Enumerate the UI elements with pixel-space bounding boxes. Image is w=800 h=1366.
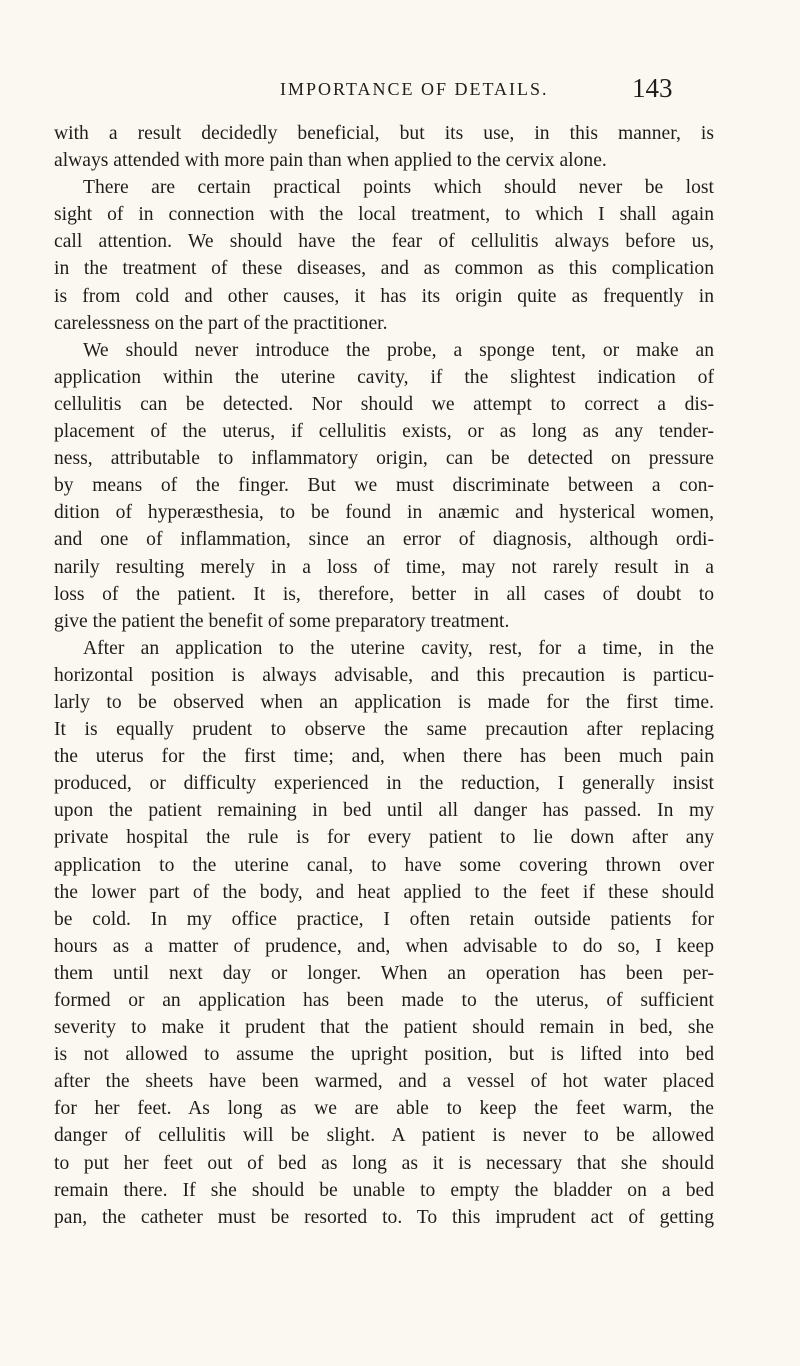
text-line: with a result decidedly beneficial, but its use, in this manner, is bbox=[54, 123, 714, 144]
text-line: sight of in connection with the local treatment, to which I shall again bbox=[54, 204, 714, 226]
text-line: is from cold and other causes, it has its origin quite as frequently in bbox=[54, 285, 714, 307]
text-line: the lower part of the body, and heat applied to the feet if these should bbox=[54, 881, 714, 903]
body-text bbox=[54, 120, 714, 1231]
text-line: hours as a matter of prudence, and, when advisable to do so, I keep bbox=[54, 935, 714, 957]
running-head: IMPORTANCE OF DETAILS. bbox=[280, 79, 549, 99]
text-line: It is equally prudent to observe the same precaution after replacing bbox=[54, 719, 714, 741]
text-line: application to the uterine canal, to have some covering thrown over bbox=[54, 854, 714, 876]
text-line: We should never introduce the probe, a sponge tent, or make an bbox=[83, 339, 714, 361]
text-line: for her feet. As long as we are able to keep the feet warm, the bbox=[54, 1098, 714, 1120]
text-line: is not allowed to assume the upright position, but is lifted into bed bbox=[54, 1044, 714, 1066]
text-line: dition of hyperæsthesia, to be found in anæmic and hysterical women, bbox=[54, 502, 714, 524]
text-line: the uterus for the first time; and, when there has been much pain bbox=[54, 746, 714, 768]
paragraph bbox=[54, 120, 714, 174]
text-line: be cold. In my office practice, I often retain outside patients for bbox=[54, 908, 714, 930]
text-line: by means of the finger. But we must discriminate between a con- bbox=[54, 475, 714, 497]
text-line: give the patient the benefit of some preparatory treatment. bbox=[54, 610, 510, 632]
text-line: loss of the patient. It is, therefore, better in all cases of doubt to bbox=[54, 583, 714, 605]
text-line: to put her feet out of bed as long as it is necessary that she should bbox=[54, 1152, 714, 1174]
text-line: larly to be observed when an application is made for the first time. bbox=[54, 691, 714, 713]
text-line: severity to make it prudent that the patient should remain in bed, she bbox=[54, 1017, 714, 1039]
text-line: ness, attributable to inflammatory origin, can be detected on pressure bbox=[54, 448, 714, 470]
text-line: after the sheets have been warmed, and a vessel of hot water placed bbox=[54, 1071, 714, 1093]
text-line: horizontal position is always advisable, and this precaution is particu- bbox=[54, 664, 714, 686]
text-line: After an application to the uterine cavity, rest, for a time, in the bbox=[83, 637, 714, 659]
text-line: There are certain practical points which should never be lost bbox=[83, 177, 714, 199]
page-number: 143 bbox=[632, 73, 673, 103]
text-line: carelessness on the part of the practitioner. bbox=[54, 312, 388, 334]
text-line: always attended with more pain than when applied to the cervix alone. bbox=[54, 150, 607, 172]
text-line: placement of the uterus, if cellulitis exists, or as long as any tender- bbox=[54, 421, 714, 443]
text-line: them until next day or longer. When an operation has been per- bbox=[54, 962, 714, 984]
text-line: formed or an application has been made to the uterus, of sufficient bbox=[54, 990, 714, 1011]
text-line: upon the patient remaining in bed until all danger has passed. In my bbox=[54, 800, 714, 822]
text-line: in the treatment of these diseases, and as common as this complication bbox=[54, 258, 714, 280]
text-line: danger of cellulitis will be slight. A patient is never to be allowed bbox=[54, 1125, 714, 1147]
text-line: produced, or difficulty experienced in the reduction, I generally insist bbox=[54, 773, 714, 795]
page-header bbox=[0, 73, 800, 107]
text-line: cellulitis can be detected. Nor should we attempt to correct a dis- bbox=[54, 393, 714, 415]
paragraph bbox=[54, 174, 714, 337]
text-line: call attention. We should have the fear of cellulitis always before us, bbox=[54, 231, 714, 253]
text-line: pan, the catheter must be resorted to. To this imprudent act of getting bbox=[54, 1206, 714, 1228]
text-line: remain there. If she should be unable to empty the bladder on a bed bbox=[54, 1179, 714, 1201]
text-line: narily resulting merely in a loss of time, may not rarely result in a bbox=[54, 556, 714, 578]
text-line: application within the uterine cavity, if the slightest indication of bbox=[54, 366, 714, 388]
text-line: and one of inflammation, since an error of diagnosis, although ordi- bbox=[54, 529, 714, 551]
paragraph bbox=[54, 337, 714, 635]
paragraph bbox=[54, 635, 714, 1231]
text-line: private hospital the rule is for every patient to lie down after any bbox=[54, 827, 714, 849]
